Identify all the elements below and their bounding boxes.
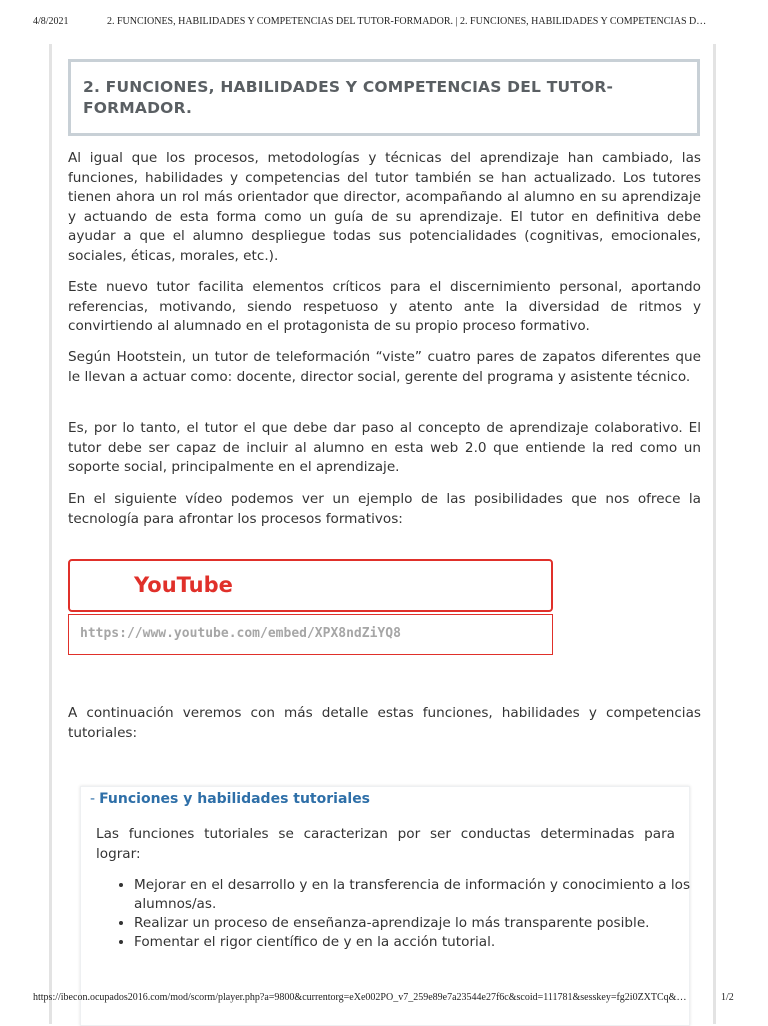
print-header	[0, 0, 768, 44]
print-page-title: 2. FUNCIONES, HABILIDADES Y COMPETENCIAS DEL TUTOR-FORMADOR. | 2. FUNCIONES, HABILIDADES Y COMPETENCIAS D…	[107, 16, 707, 27]
print-date: 4/8/2021	[33, 16, 69, 27]
accordion-bullet-list	[96, 876, 713, 952]
print-url: https://ibecon.ocupados2016.com/mod/scorm/player.php?a=9800&currentorg=eXe002PO_v7_259e89e7a23544e27f6c&scoid=111781&sesskey=fg2i0ZXTCq&…	[33, 992, 687, 1003]
youtube-logo: YouTube	[134, 573, 233, 597]
print-page-number: 1/2	[721, 992, 734, 1003]
paragraph-video-intro: En el siguiente vídeo podemos ver un ejemplo de las posibilidades que nos ofrece la tecnología para afrontar los procesos formativos:	[68, 491, 701, 527]
paragraph-roles: Al igual que los procesos, metodologías y técnicas del aprendizaje han cambiado, las funciones, habilidades y competencias del tutor también se han actualizado. Los tutores tienen ahora un rol más orientador que director, acompañando al alumno en su aprendizaje y actuando de esta forma como un guía de su aprendizaje. El tutor en definitiva debe ayudar a que el alumno despliegue todas sus potencialidades (cognitivas, emocionales, sociales, éticas, morales, etc.).	[68, 150, 701, 264]
accordion-title[interactable]: Funciones y habilidades tutoriales	[99, 791, 371, 807]
paragraph-competencias-intro: A continuación veremos con más detalle estas funciones, habilidades y competencias tutoriales:	[68, 705, 701, 741]
collapse-toggle-icon[interactable]: -	[90, 791, 96, 807]
youtube-url[interactable]: https://www.youtube.com/embed/XPX8ndZiYQ8	[80, 626, 401, 641]
print-footer	[0, 990, 768, 1010]
youtube-embed[interactable]	[68, 559, 553, 655]
paragraph-nuevo-tutor: Este nuevo tutor facilita elementos críticos para el discernimiento personal, aportando referencias, motivando, siendo respetuoso y atento ante la diversidad de ritmos y convirtiendo al alumnado en el protagonista de su propio proceso formativo.	[68, 279, 701, 334]
accordion-intro: Las funciones tutoriales se caracterizan por ser conductas determinadas para lograr:	[96, 826, 675, 862]
list-item: • Mejorar en el desarrollo y en la transferencia de información y conocimiento a los alumnos/as.	[134, 876, 713, 914]
youtube-logo-panel[interactable]	[68, 559, 553, 612]
section-heading-box	[68, 59, 700, 136]
list-item: • Fomentar el rigor científico de y en la acción tutorial.	[134, 933, 713, 952]
youtube-url-panel[interactable]	[68, 614, 553, 655]
paragraph-hootstein: Según Hootstein, un tutor de teleformación “viste” cuatro pares de zapatos diferentes que le llevan a actuar como: docente, director social, gerente del programa y asistente técnico.	[68, 349, 701, 385]
paragraph-aprendizaje-colaborativo: Es, por lo tanto, el tutor el que debe dar paso al concepto de aprendizaje colaborativo. El tutor debe ser capaz de incluir al alumno en esta web 2.0 que entiende la red como un soporte social, principalmente en el aprendizaje.	[68, 420, 701, 475]
list-item: • Realizar un proceso de enseñanza-aprendizaje lo más transparente posible.	[134, 914, 713, 933]
accordion-header[interactable]	[90, 791, 370, 807]
section-title: 2. FUNCIONES, HABILIDADES Y COMPETENCIAS DEL TUTOR-FORMADOR.	[83, 78, 614, 117]
